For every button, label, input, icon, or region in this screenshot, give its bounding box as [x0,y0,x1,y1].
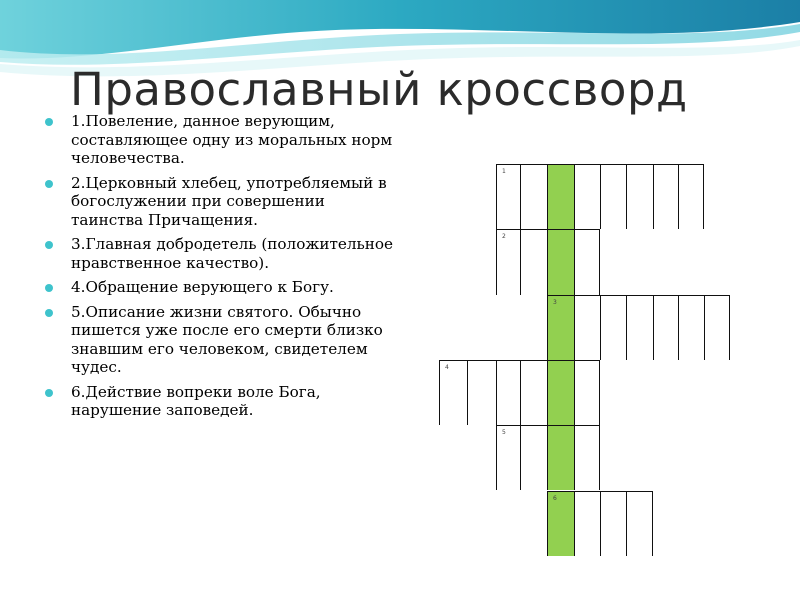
crossword-cell [574,491,600,556]
crossword-cell [574,360,600,425]
clue-number: 4 [445,363,449,371]
crossword-cell [626,295,653,360]
crossword-cell [467,360,496,425]
crossword-cell [574,164,600,229]
crossword-cell [496,229,520,294]
crossword-cell [574,229,600,294]
clue-item [45,383,395,420]
slide-title: Православный кроссворд [70,63,688,116]
crossword-key-cell [547,164,574,229]
crossword-cell [600,164,626,229]
clue-item [45,174,395,230]
clue-text: 2.Церковный хлебец, употребляемый в богослужении при совершении таинства Причащения. [71,173,387,229]
crossword-cell [653,164,678,229]
crossword-cell [520,229,547,294]
crossword-cell [574,425,600,490]
bullet-dot-icon [45,241,53,249]
crossword-cell [704,295,730,360]
clue-number: 3 [553,298,557,306]
clue-text: 6.Действие вопреки воле Бога, нарушение заповедей. [71,382,321,419]
crossword-cell [520,164,547,229]
bullet-dot-icon [45,118,53,126]
bullet-dot-icon [45,284,53,292]
crossword-cell [600,295,626,360]
crossword-key-cell [547,491,574,556]
crossword-cell [600,491,626,556]
crossword-cell [678,295,704,360]
clue-item [45,112,395,168]
clue-text: 1.Повеление, данное верующим, составляющее одну из моральных норм человечества. [71,112,393,167]
crossword-cell [520,360,547,425]
crossword-key-cell [547,360,574,425]
clue-number: 5 [502,429,506,437]
clue-text: 3.Главная добродетель (положительное нравственное качество). [71,235,394,272]
crossword-cell [653,295,678,360]
clue-item [45,278,395,297]
crossword-key-cell [547,229,574,294]
crossword-cell [626,164,653,229]
crossword-cell [496,164,520,229]
crossword-cell [574,295,600,360]
crossword-cell [439,360,467,425]
crossword-cell [496,425,520,490]
clue-item [45,235,395,272]
crossword-cell [520,425,547,490]
clue-text: 5.Описание жизни святого. Обычно пишется уже после его смерти близко знавшим его человеком, свидетелем чудес. [71,302,383,376]
crossword-cell [496,360,520,425]
crossword-cell [626,491,653,556]
crossword-key-cell [547,425,574,490]
clue-number: 2 [502,233,506,241]
clue-text: 4.Обращение верующего к Богу. [71,278,334,296]
clue-item [45,303,395,377]
clue-list [45,112,395,426]
bullet-dot-icon [45,389,53,397]
bullet-dot-icon [45,180,53,188]
crossword-cell [678,164,704,229]
clue-number: 6 [553,494,557,502]
crossword-key-cell [547,295,574,360]
clue-number: 1 [502,168,506,175]
bullet-dot-icon [45,309,53,317]
